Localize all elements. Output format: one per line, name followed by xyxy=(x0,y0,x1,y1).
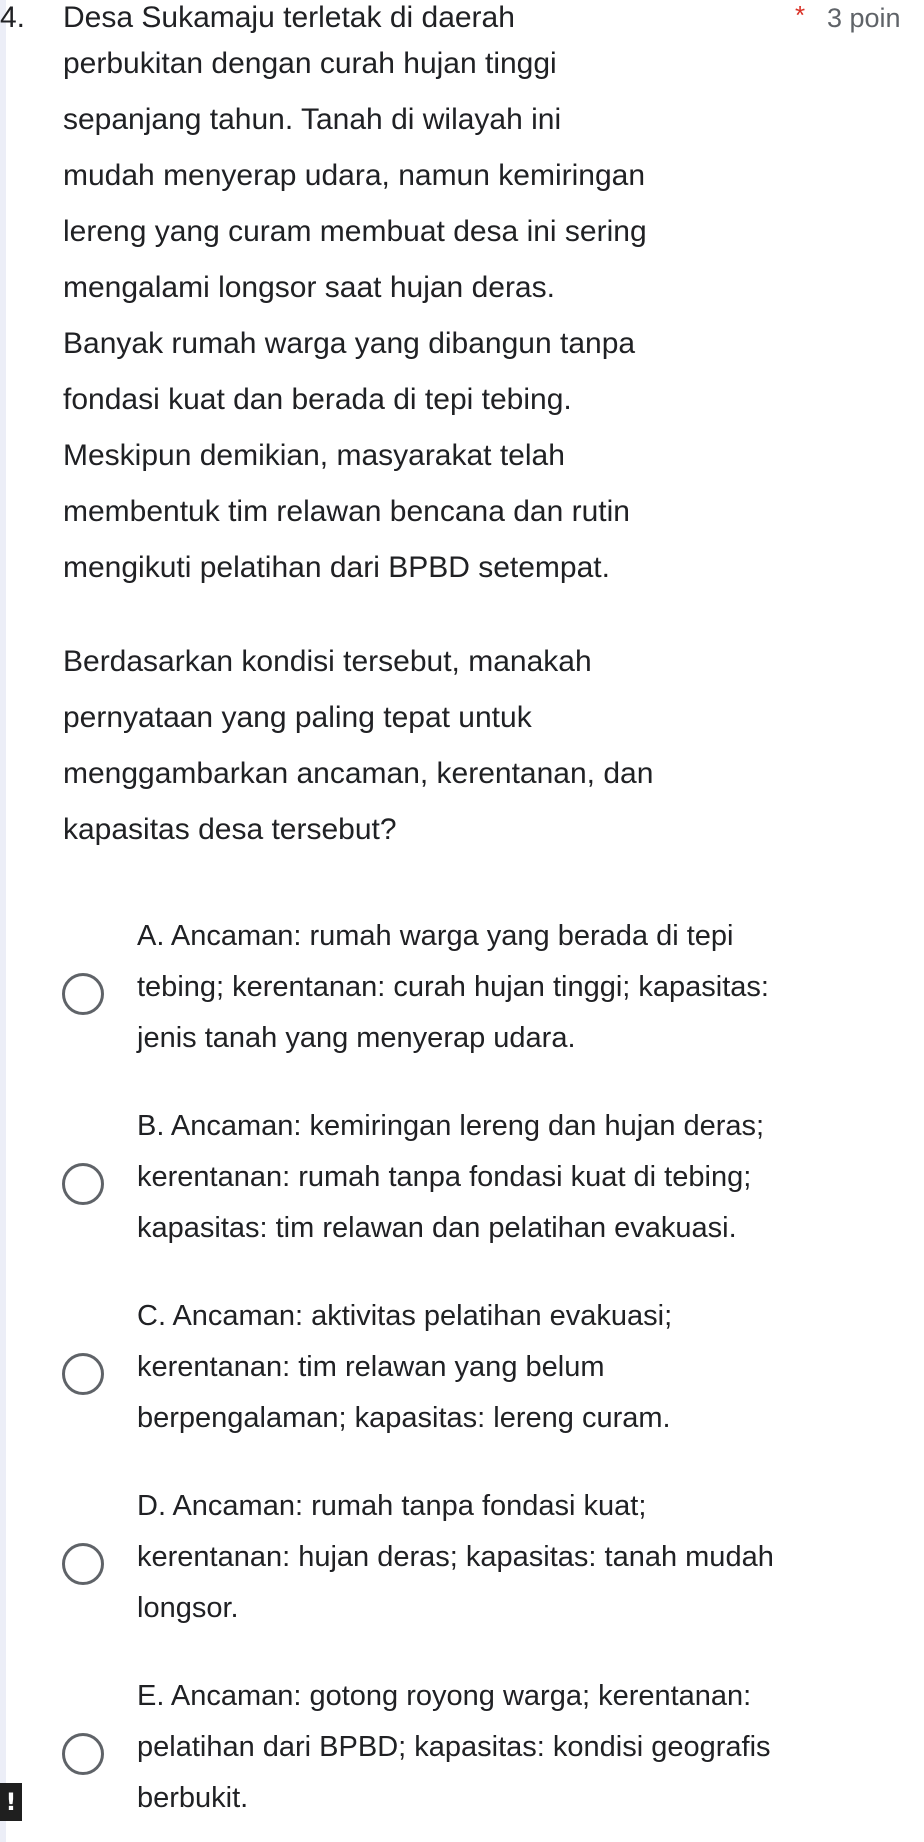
question-points: 3 poin xyxy=(827,3,901,33)
option-label[interactable] xyxy=(137,1108,917,1261)
question-text-line: perbukitan dengan curah hujan tinggi xyxy=(63,47,557,80)
option-label[interactable] xyxy=(137,1298,917,1451)
question-text-line: Berdasarkan kondisi tersebut, manakah xyxy=(63,645,592,678)
option-text-line: berpengalaman; kapasitas: lereng curam. xyxy=(137,1402,671,1434)
radio-unchecked-icon[interactable] xyxy=(62,1163,104,1205)
question-text-line: lereng yang curam membuat desa ini sering xyxy=(63,215,647,248)
exclamation-icon: ! xyxy=(0,1783,22,1821)
question-text-line: membentuk tim relawan bencana dan rutin xyxy=(63,495,630,528)
question-text-line: Meskipun demikian, masyarakat telah xyxy=(63,439,565,472)
question-paragraph-1 xyxy=(63,46,863,606)
radio-unchecked-icon[interactable] xyxy=(62,1543,104,1585)
option-text-line: D. Ancaman: rumah tanpa fondasi kuat; xyxy=(137,1490,647,1522)
option-text-line: tebing; kerentanan: curah hujan tinggi; kapasitas: xyxy=(137,971,769,1003)
radio-unchecked-icon[interactable] xyxy=(62,1733,104,1775)
question-text-line: pernyataan yang paling tepat untuk xyxy=(63,701,532,734)
question-text-line: sepanjang tahun. Tanah di wilayah ini xyxy=(63,103,562,136)
option-label[interactable] xyxy=(137,1488,917,1641)
radio-unchecked-icon[interactable] xyxy=(62,1353,104,1395)
option-text-line: E. Ancaman: gotong royong warga; kerentanan: xyxy=(137,1680,752,1712)
option-text-line: kerentanan: hujan deras; kapasitas: tanah mudah xyxy=(137,1541,774,1573)
question-text-line: fondasi kuat dan berada di tepi tebing. xyxy=(63,383,572,416)
option-text-line: B. Ancaman: kemiringan lereng dan hujan deras; xyxy=(137,1110,765,1142)
question-text-line: mudah menyerap udara, namun kemiringan xyxy=(63,159,645,192)
question-text-line: mengalami longsor saat hujan deras. xyxy=(63,271,555,304)
question-text-line: Banyak rumah warga yang dibangun tanpa xyxy=(63,327,636,360)
option-text-line: longsor. xyxy=(137,1592,239,1624)
question-text-line: menggambarkan ancaman, kerentanan, dan xyxy=(63,757,654,790)
option-text-line: kapasitas: tim relawan dan pelatihan evakuasi. xyxy=(137,1212,737,1244)
option-text-line: jenis tanah yang menyerap udara. xyxy=(137,1022,576,1054)
option-label[interactable] xyxy=(137,1678,917,1831)
option-text-line: A. Ancaman: rumah warga yang berada di tepi xyxy=(137,920,734,952)
question-paragraph-2 xyxy=(63,644,863,868)
required-star-icon: * xyxy=(795,0,806,30)
card-left-rail xyxy=(0,0,6,1842)
question-number: 4. xyxy=(0,1,26,34)
option-text-line: kerentanan: rumah tanpa fondasi kuat di tebing; xyxy=(137,1161,752,1193)
option-label[interactable] xyxy=(137,918,917,1071)
question-text-line: Desa Sukamaju terletak di daerah xyxy=(63,1,515,34)
option-text-line: kerentanan: tim relawan yang belum xyxy=(137,1351,605,1383)
question-text-line: mengikuti pelatihan dari BPBD setempat. xyxy=(63,551,610,584)
option-text-line: pelatihan dari BPBD; kapasitas: kondisi geografis xyxy=(137,1731,771,1763)
radio-unchecked-icon[interactable] xyxy=(62,973,104,1015)
question-title-row xyxy=(0,0,780,36)
option-text-line: berbukit. xyxy=(137,1782,249,1814)
option-text-line: C. Ancaman: aktivitas pelatihan evakuasi; xyxy=(137,1300,673,1332)
question-text-line: kapasitas desa tersebut? xyxy=(63,813,397,846)
